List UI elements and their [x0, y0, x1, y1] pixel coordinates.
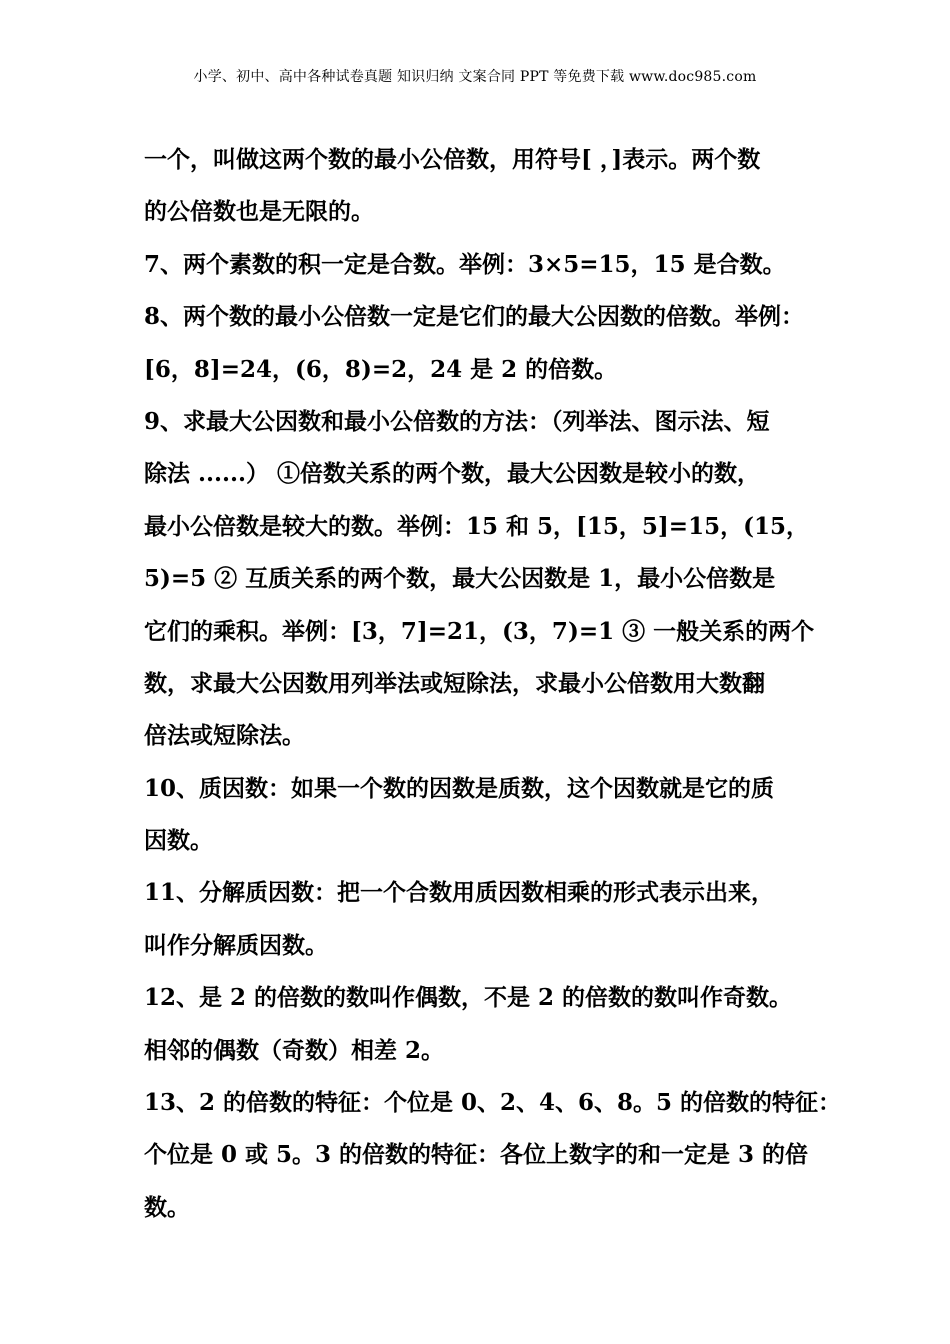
text-line: 10、质因数：如果一个数的因数是质数，这个因数就是它的质	[144, 774, 775, 802]
text-line: 一个，叫做这两个数的最小公倍数，用符号[ ，]表示。两个数	[144, 146, 761, 173]
text-line: 个位是 0 或 5。3 的倍数的特征：各位上数字的和一定是 3 的倍	[144, 1141, 809, 1169]
text-line: 数。	[144, 1193, 190, 1221]
document-body	[144, 138, 842, 1238]
text-line: 最小公倍数是较大的数。举例：15 和 5，[15，5]=15，(15，	[144, 512, 809, 540]
text-line: 倍法或短除法。	[144, 722, 305, 750]
text-line: 12、是 2 的倍数的数叫作偶数，不是 2 的倍数的数叫作奇数。	[144, 984, 793, 1012]
text-line: 13、2 的倍数的特征：个位是 0、2、4、6、8。5 的倍数的特征：	[144, 1089, 842, 1117]
text-line: 9、求最大公因数和最小公倍数的方法：（列举法、图示法、短	[144, 407, 770, 435]
text-line: 叫作分解质因数。	[144, 931, 328, 959]
text-line: 5)=5 ② 互质关系的两个数，最大公因数是 1，最小公倍数是	[144, 565, 776, 593]
text-line: 因数。	[144, 827, 213, 855]
text-line: 除法 ......） ①倍数关系的两个数，最大公因数是较小的数，	[144, 460, 761, 488]
text-line: 8、两个数的最小公倍数一定是它们的最大公因数的倍数。举例：	[144, 303, 805, 331]
text-line: 它们的乘积。举例：[3，7]=21，(3，7)=1 ③ 一般关系的两个	[144, 617, 815, 645]
text-line: 相邻的偶数（奇数）相差 2。	[144, 1036, 445, 1064]
text-line: 11、分解质因数：把一个合数用质因数相乘的形式表示出来，	[144, 879, 775, 907]
text-line: 数，求最大公因数用列举法或短除法，求最小公倍数用大数翻	[144, 669, 765, 697]
text-line: [6，8]=24，(6，8)=2，24 是 2 的倍数。	[144, 355, 618, 383]
text-line: 7、两个素数的积一定是合数。举例：3×5=15，15 是合数。	[144, 250, 786, 278]
text-line: 的公倍数也是无限的。	[144, 198, 374, 226]
page-header: 小学、初中、高中各种试卷真题 知识归纳 文案合同 PPT 等免费下载 www.doc985.com	[193, 69, 757, 85]
